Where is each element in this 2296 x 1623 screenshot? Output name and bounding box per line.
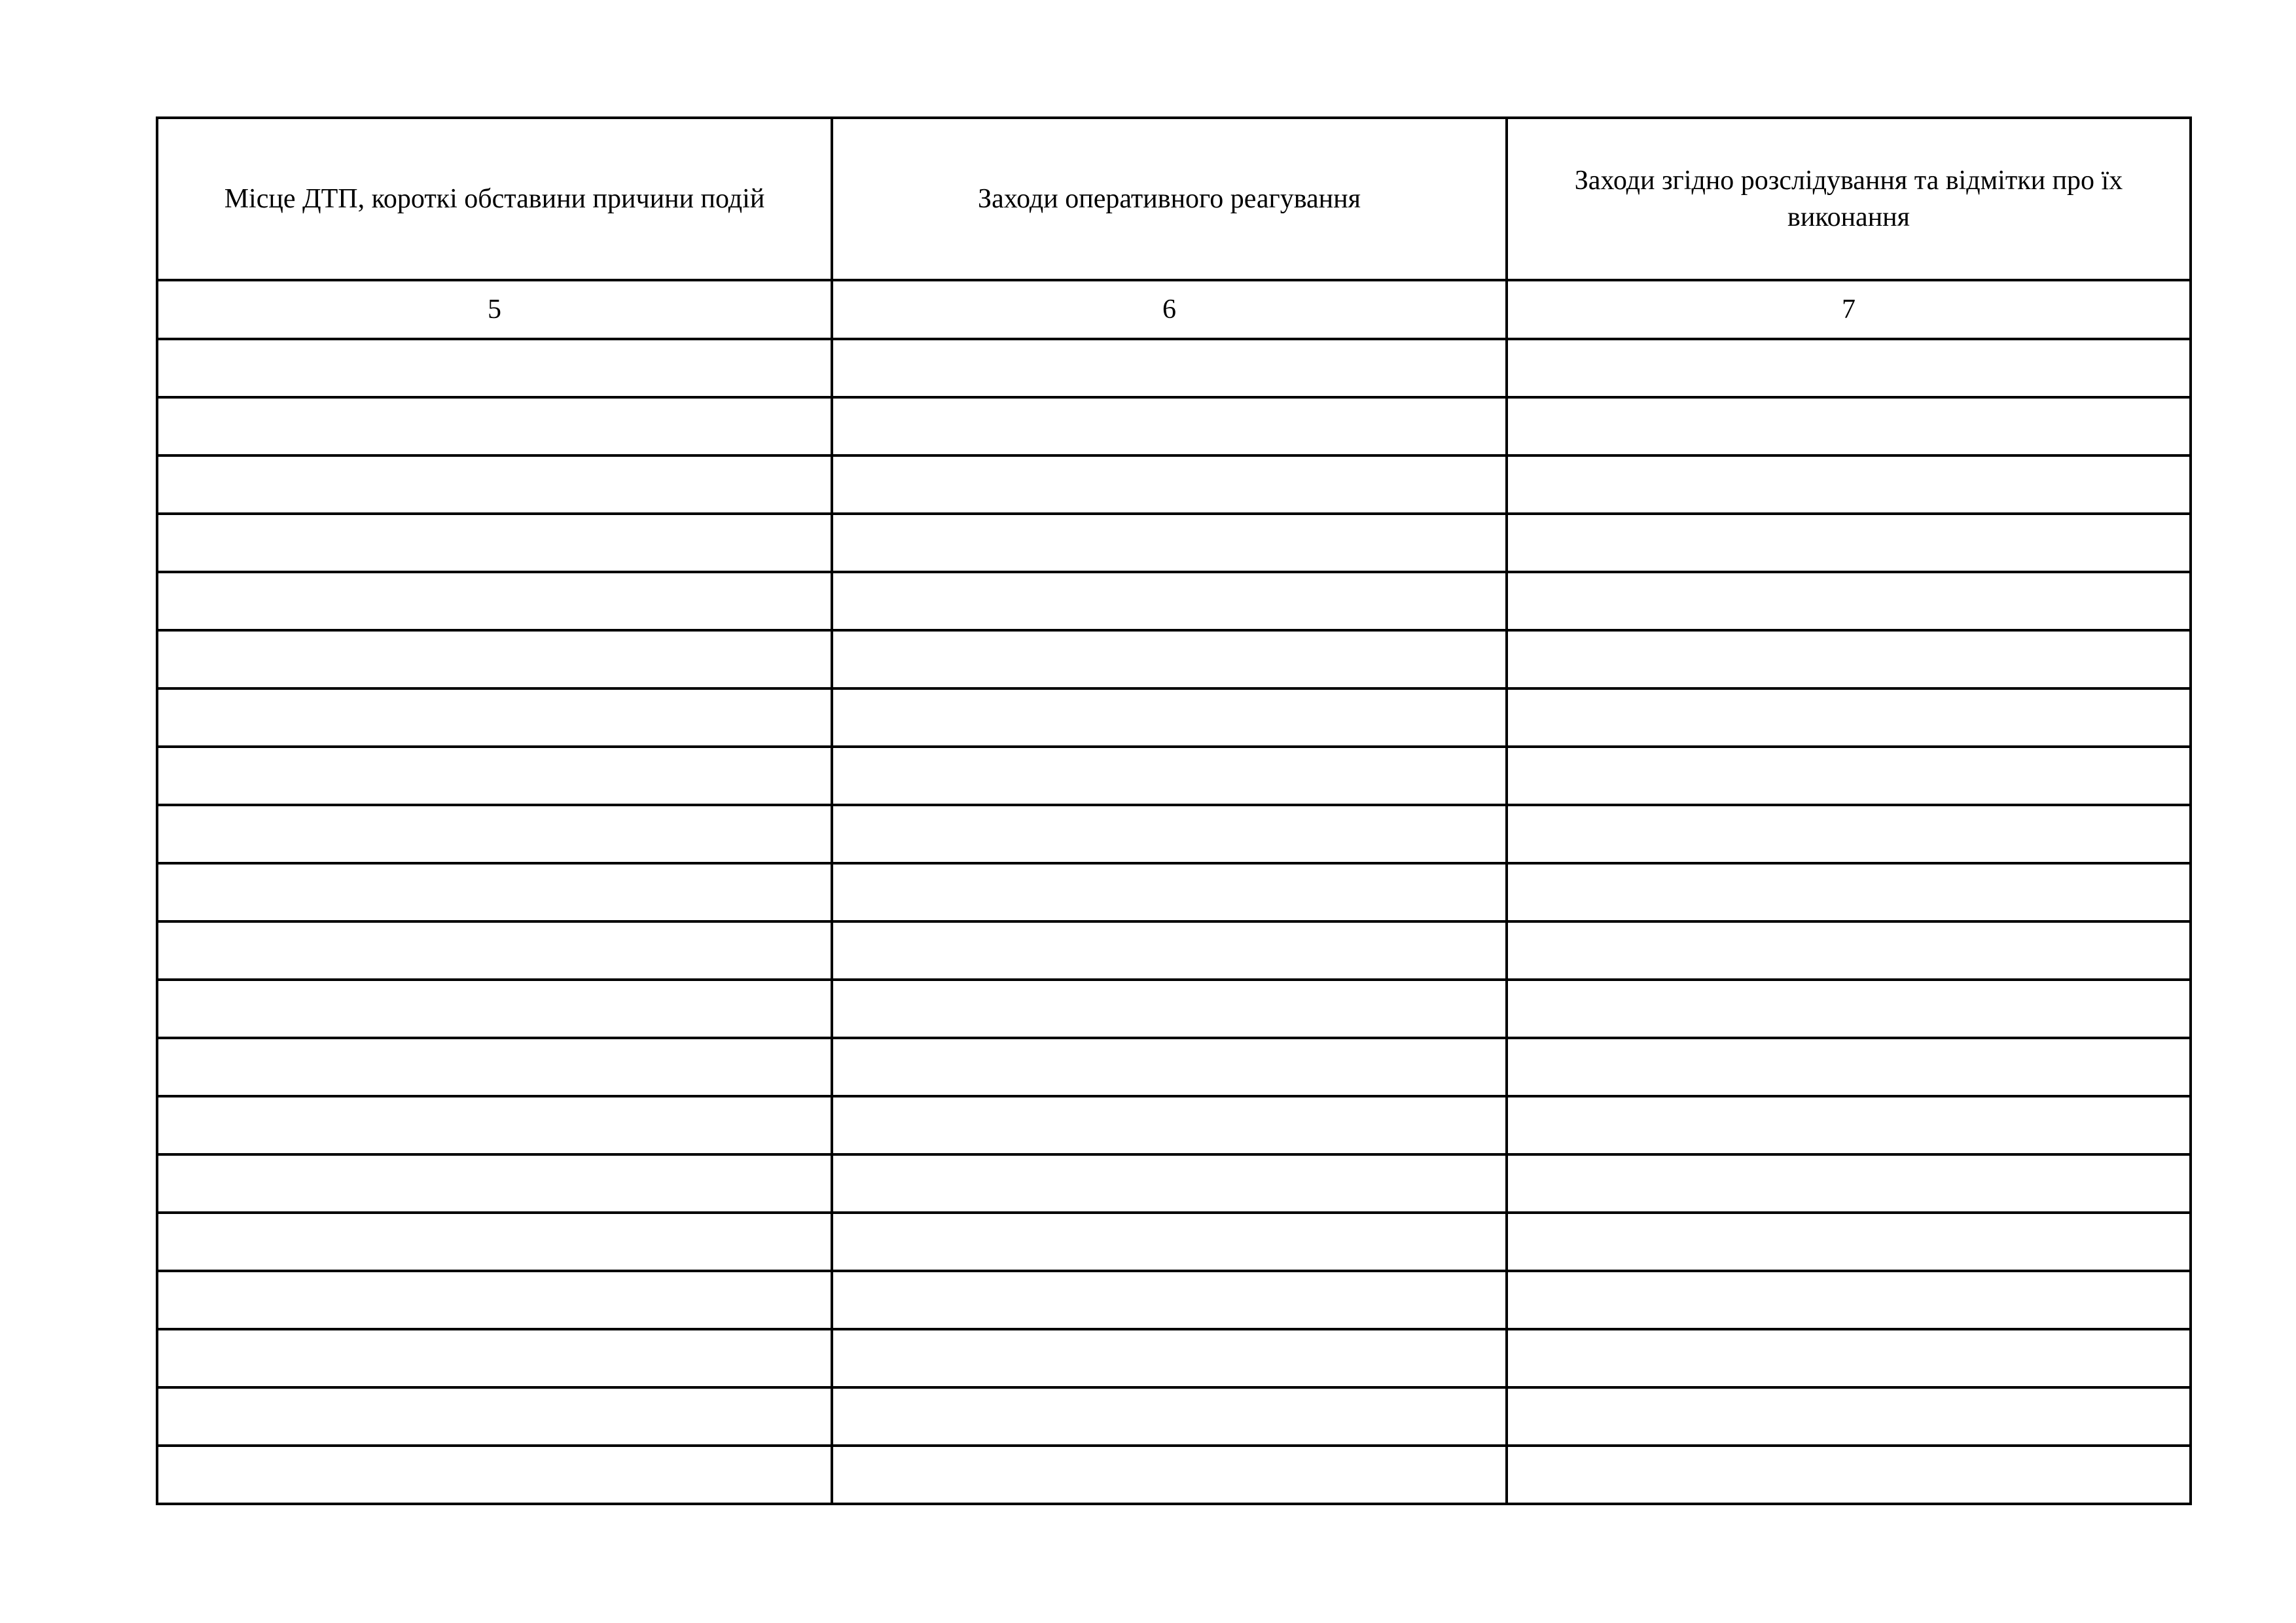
- table-cell[interactable]: [157, 1387, 832, 1446]
- table-cell[interactable]: [1507, 921, 2191, 980]
- table-row: [157, 1096, 2191, 1154]
- table-row: [157, 455, 2191, 514]
- table-cell[interactable]: [157, 1154, 832, 1213]
- table-cell[interactable]: [832, 747, 1507, 805]
- table-cell[interactable]: [1507, 1096, 2191, 1154]
- table-cell[interactable]: [1507, 1213, 2191, 1271]
- table-row: [157, 1329, 2191, 1387]
- table-cell[interactable]: [1507, 1329, 2191, 1387]
- table-row: [157, 1038, 2191, 1096]
- table-row: [157, 1387, 2191, 1446]
- table-cell[interactable]: [157, 747, 832, 805]
- table-cell[interactable]: [1507, 1038, 2191, 1096]
- table-header-row: [157, 118, 2191, 280]
- table-cell[interactable]: [157, 863, 832, 921]
- table-row: [157, 514, 2191, 572]
- table-row: [157, 1213, 2191, 1271]
- table-cell[interactable]: [832, 688, 1507, 747]
- table-cell[interactable]: [1507, 572, 2191, 630]
- table-cell[interactable]: [1507, 747, 2191, 805]
- column-number: 5: [157, 280, 832, 339]
- table-cell[interactable]: [157, 514, 832, 572]
- table-cell[interactable]: [157, 1446, 832, 1504]
- table-row: [157, 921, 2191, 980]
- table-row: [157, 339, 2191, 397]
- table-cell[interactable]: [1507, 630, 2191, 688]
- table-cell[interactable]: [832, 630, 1507, 688]
- table-cell[interactable]: [1507, 1154, 2191, 1213]
- table-cell[interactable]: [832, 1329, 1507, 1387]
- column-number: 7: [1507, 280, 2191, 339]
- table-cell[interactable]: [832, 455, 1507, 514]
- table-cell[interactable]: [1507, 1387, 2191, 1446]
- table-cell[interactable]: [832, 980, 1507, 1038]
- table-cell[interactable]: [1507, 688, 2191, 747]
- table-body: [157, 339, 2191, 1504]
- table-cell[interactable]: [832, 805, 1507, 863]
- table-cell[interactable]: [832, 1446, 1507, 1504]
- table-cell[interactable]: [1507, 455, 2191, 514]
- table-cell[interactable]: [157, 1096, 832, 1154]
- table-cell[interactable]: [1507, 805, 2191, 863]
- table-cell[interactable]: [157, 397, 832, 455]
- table-cell[interactable]: [832, 1271, 1507, 1329]
- table-cell[interactable]: [832, 572, 1507, 630]
- table-cell[interactable]: [1507, 1446, 2191, 1504]
- column-header-accident-location: Місце ДТП, короткі обставини причини подій: [157, 118, 832, 280]
- table-cell[interactable]: [832, 1154, 1507, 1213]
- column-header-investigation-measures: Заходи згідно розслідування та відмітки про їх виконання: [1507, 118, 2191, 280]
- table-cell[interactable]: [157, 630, 832, 688]
- table-cell[interactable]: [157, 1329, 832, 1387]
- table-cell[interactable]: [832, 1096, 1507, 1154]
- table-cell[interactable]: [832, 1213, 1507, 1271]
- table-row: [157, 747, 2191, 805]
- table-cell[interactable]: [1507, 514, 2191, 572]
- table-cell[interactable]: [832, 514, 1507, 572]
- table-row: [157, 688, 2191, 747]
- incident-register-table: [156, 116, 2192, 1505]
- table-cell[interactable]: [157, 1038, 832, 1096]
- table-cell[interactable]: [1507, 863, 2191, 921]
- column-header-operational-response: Заходи оперативного реагування: [832, 118, 1507, 280]
- table-cell[interactable]: [157, 921, 832, 980]
- column-number-row: [157, 280, 2191, 339]
- table-row: [157, 1446, 2191, 1504]
- table-cell[interactable]: [832, 1387, 1507, 1446]
- table-row: [157, 805, 2191, 863]
- table-cell[interactable]: [157, 1271, 832, 1329]
- table-cell[interactable]: [157, 688, 832, 747]
- table-row: [157, 572, 2191, 630]
- column-number: 6: [832, 280, 1507, 339]
- table-cell[interactable]: [157, 805, 832, 863]
- table-cell[interactable]: [1507, 397, 2191, 455]
- table-row: [157, 980, 2191, 1038]
- table-row: [157, 863, 2191, 921]
- table-cell[interactable]: [1507, 339, 2191, 397]
- table-row: [157, 1271, 2191, 1329]
- table-cell[interactable]: [157, 572, 832, 630]
- table-cell[interactable]: [832, 921, 1507, 980]
- table-cell[interactable]: [157, 339, 832, 397]
- table-cell[interactable]: [157, 1213, 832, 1271]
- table-cell[interactable]: [832, 863, 1507, 921]
- table-cell[interactable]: [157, 455, 832, 514]
- table-cell[interactable]: [832, 397, 1507, 455]
- table-cell[interactable]: [832, 339, 1507, 397]
- table-row: [157, 630, 2191, 688]
- table-cell[interactable]: [832, 1038, 1507, 1096]
- table-row: [157, 1154, 2191, 1213]
- table-cell[interactable]: [1507, 1271, 2191, 1329]
- table-row: [157, 397, 2191, 455]
- table-cell[interactable]: [157, 980, 832, 1038]
- table-cell[interactable]: [1507, 980, 2191, 1038]
